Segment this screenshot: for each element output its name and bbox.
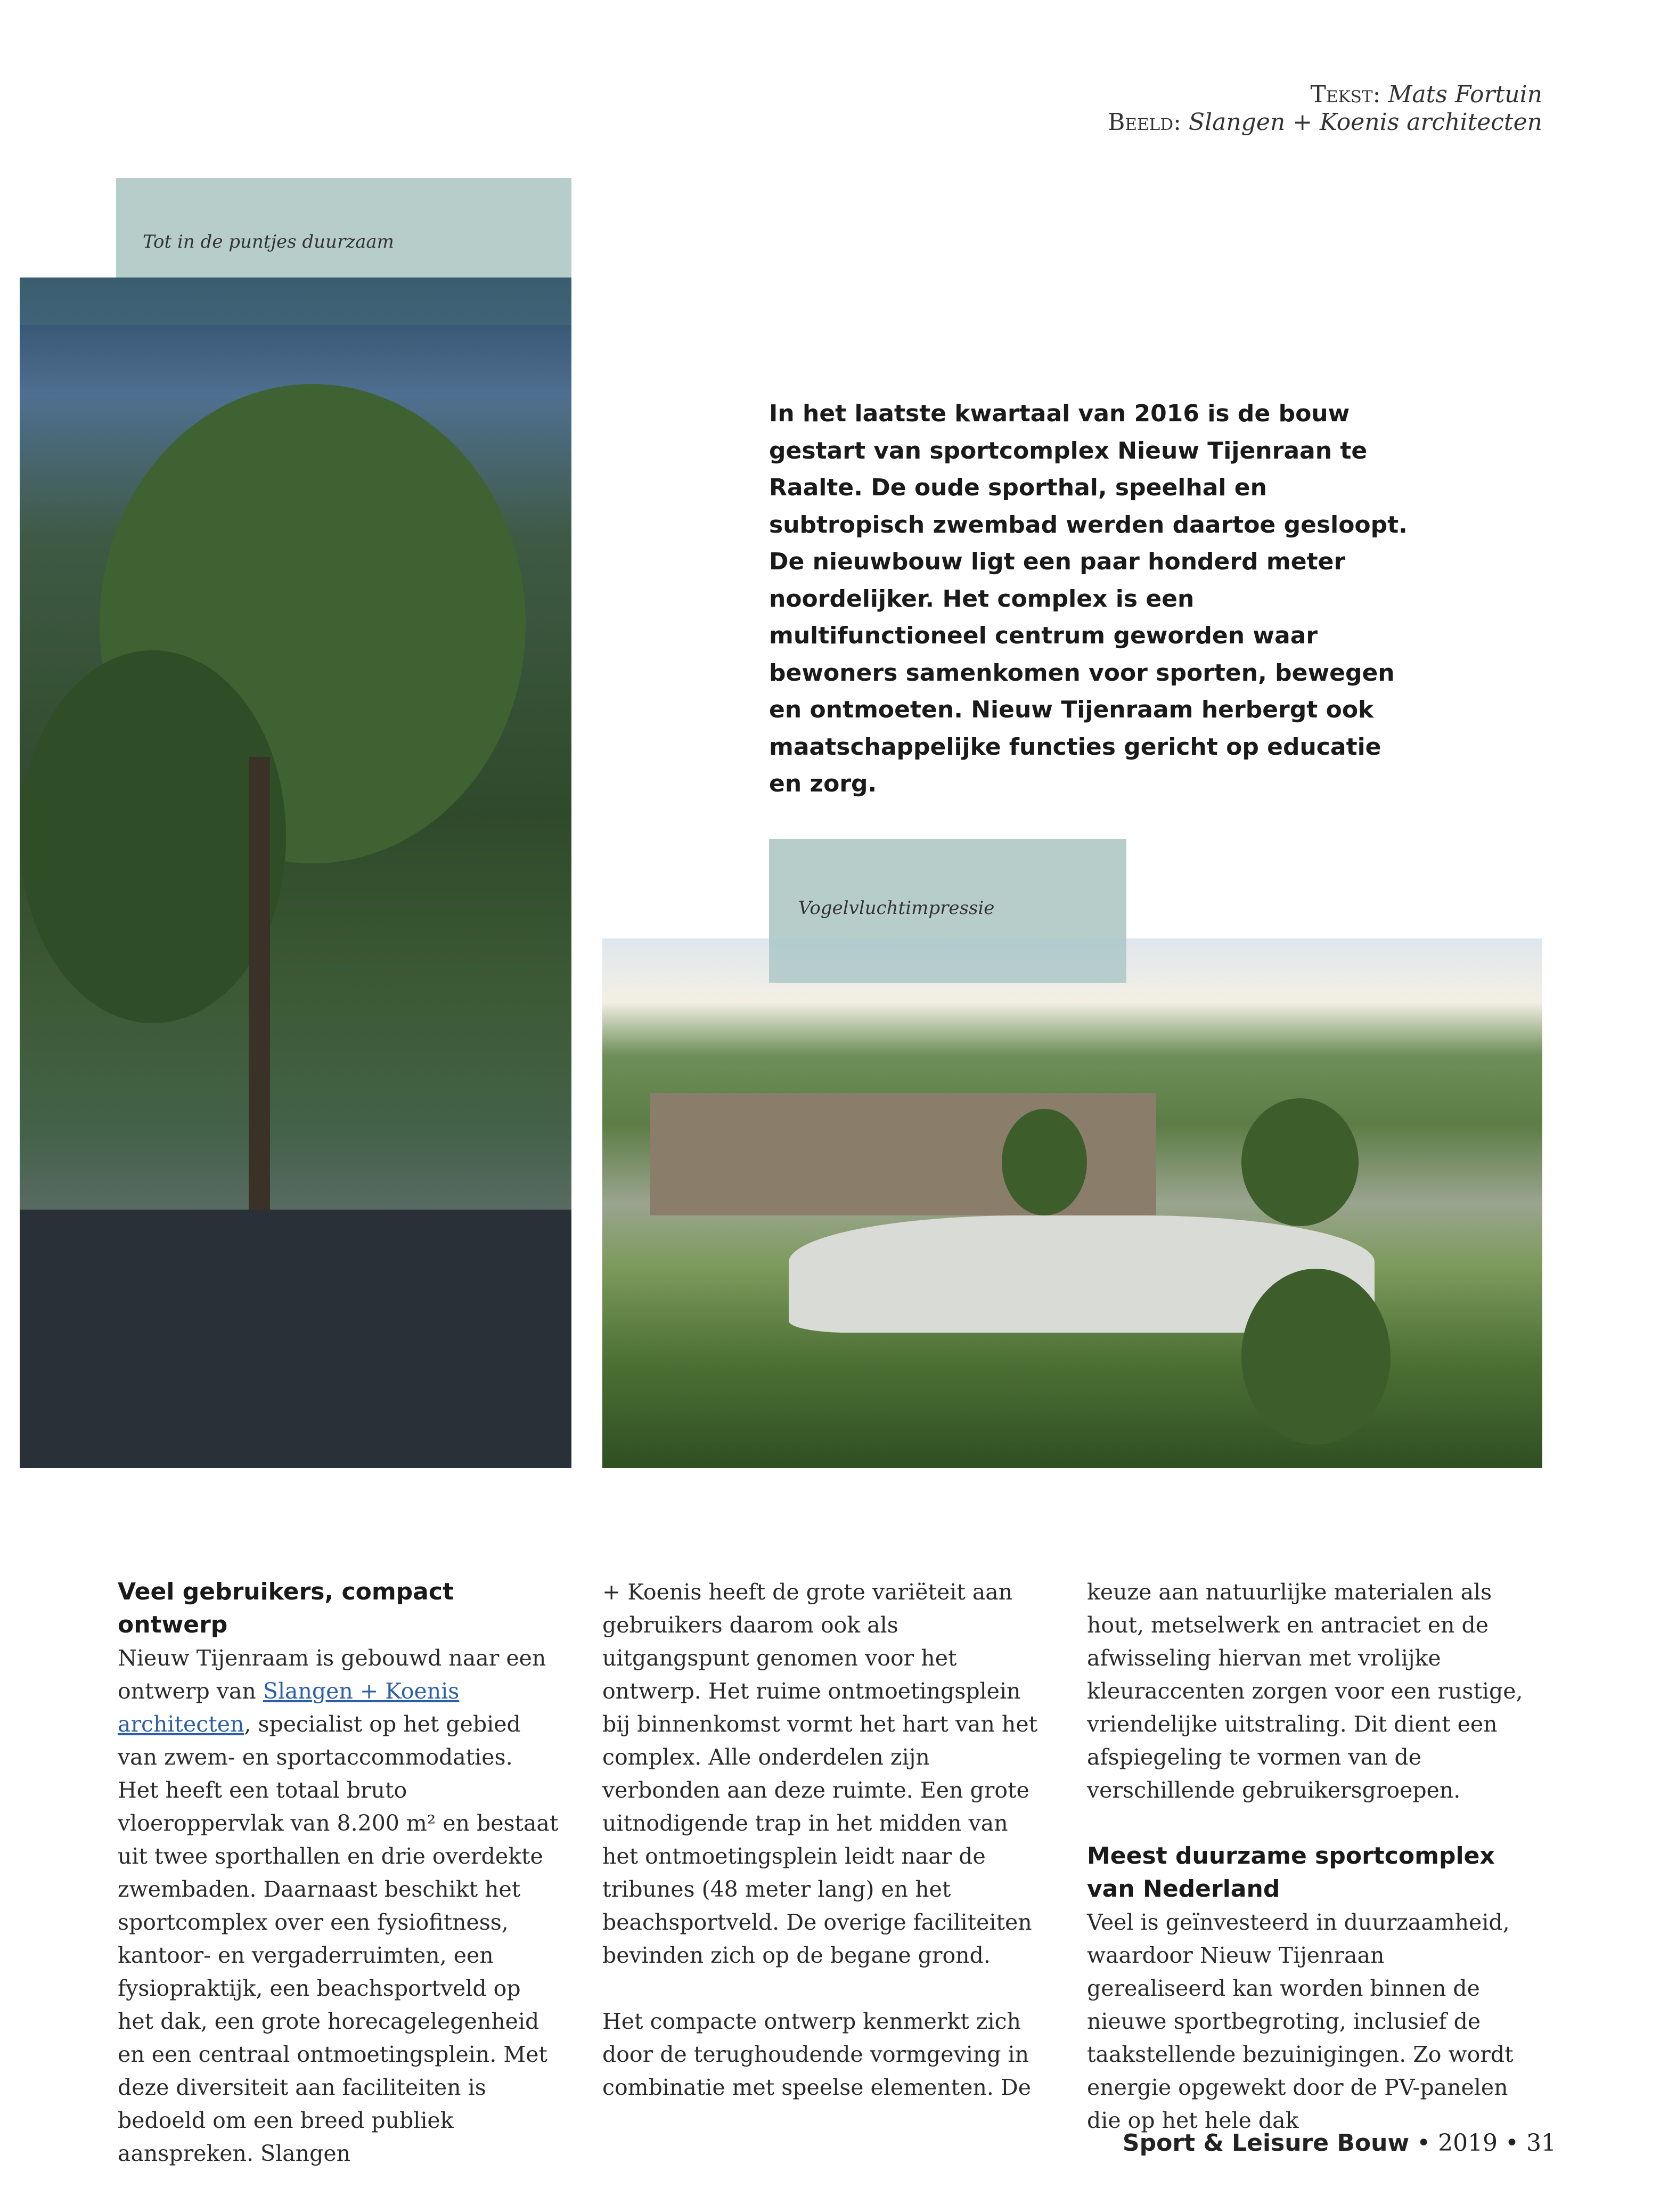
section-heading: Veel gebruikers, compact ontwerp bbox=[118, 1578, 454, 1638]
credits bbox=[1108, 81, 1542, 136]
paragraph-text: Veel is geïnvesteerd in duurzaamheid, waardoor Nieuw Tijenraan gerealiseerd kan worden binnen de nieuwe sportbegroting, inclusief de taakstellende bezuinigingen. Zo wordt energie opgewekt door de PV-panelen die op het hele dak bbox=[1087, 1909, 1514, 2133]
text-label: Tekst: bbox=[1310, 81, 1381, 108]
paragraph-text: Nieuw Tijenraam is gebouwd naar een ontwerp van bbox=[118, 1645, 546, 1704]
paragraph-text: Het compacte ontwerp kenmerkt zich door de terughoudende vormgeving in combinatie met speelse elementen. De bbox=[602, 2009, 1032, 2100]
paragraph-text: , specialist op het gebied van zwem- en sportaccommodaties. Het heeft een totaal bruto vloeroppervlak van 8.200 m² en bestaat uit twee sporthallen en drie overdekte zwembaden. Daarnaast beschikt het sportcomplex over een fysiofitness, kantoor- en vergaderruimten, een fysiopraktijk, een beachsportveld op het dak, een grote horecagelegenheid en een centraal ontmoetingsplein. Met deze diversiteit aan faciliteiten is bedoeld om een breed publiek aanspreken. Slangen bbox=[118, 1711, 559, 2166]
body-column-3 bbox=[1087, 1576, 1529, 2137]
paragraph-text: keuze aan natuurlijke materialen als hout, metselwerk en antraciet en de afwisseling hiervan met vrolijke kleuraccenten zorgen voor een rustige, vriendelijke uitstraling. Dit dient een afspiegeling te vormen van de verschillende gebruikersgroepen. bbox=[1087, 1579, 1523, 1803]
aerial-rendering-image bbox=[602, 938, 1542, 1468]
year: 2019 bbox=[1438, 2129, 1498, 2157]
paragraph-text: + Koenis heeft de grote variëteit aan gebruikers daarom ook als uitgangspunt genomen voor het ontwerp. Het ruime ontmoetingsplein bij binnenkomst vormt het hart van het complex. Alle onderdelen zijn verbonden aan deze ruimte. Een grote uitnodigende trap in het midden van het ontmoetingsplein leidt naar de tribunes (48 meter lang) en het beachsportveld. De overige faciliteiten bevinden zich op de begane grond. bbox=[602, 1579, 1038, 1968]
image-author: Slangen + Koenis architecten bbox=[1188, 109, 1542, 136]
image-label: Beeld: bbox=[1108, 109, 1181, 136]
intro-text: In het laatste kwartaal van 2016 is de bouw gestart van sportcomplex Nieuw Tijenraan te Raalte. De oude sporthal, speelhal en subtropisch zwembad werden daartoe gesloopt. De nieuwbouw ligt een paar honderd meter noordelijker. Het complex is een multifunctioneel centrum geworden waar bewoners samenkomen voor sporten, bewegen en ontmoeten. Nieuw Tijenraam herbergt ook maatschappelijke functies gericht op educatie en zorg. bbox=[769, 400, 1408, 797]
page-footer: Sport & Leisure Bouw • 2019 • 31 bbox=[1122, 2129, 1556, 2157]
text-author: Mats Fortuin bbox=[1388, 81, 1542, 108]
architect-link[interactable]: Slangen + Koenis architecten bbox=[118, 1678, 460, 1737]
body-column-1 bbox=[118, 1576, 560, 2170]
caption-right: Vogelvluchtimpressie bbox=[798, 897, 995, 919]
caption-overlap bbox=[20, 277, 571, 325]
page-number: 31 bbox=[1526, 2129, 1556, 2157]
caption-overlap bbox=[769, 938, 1126, 983]
park-rendering-image bbox=[20, 277, 571, 1468]
caption-left: Tot in de puntjes duurzaam bbox=[143, 231, 394, 252]
section-heading: Meest duurzame sportcomplex van Nederland bbox=[1087, 1842, 1495, 1903]
body-column-2 bbox=[602, 1576, 1044, 2104]
magazine-name: Sport & Leisure Bouw bbox=[1122, 2129, 1410, 2157]
